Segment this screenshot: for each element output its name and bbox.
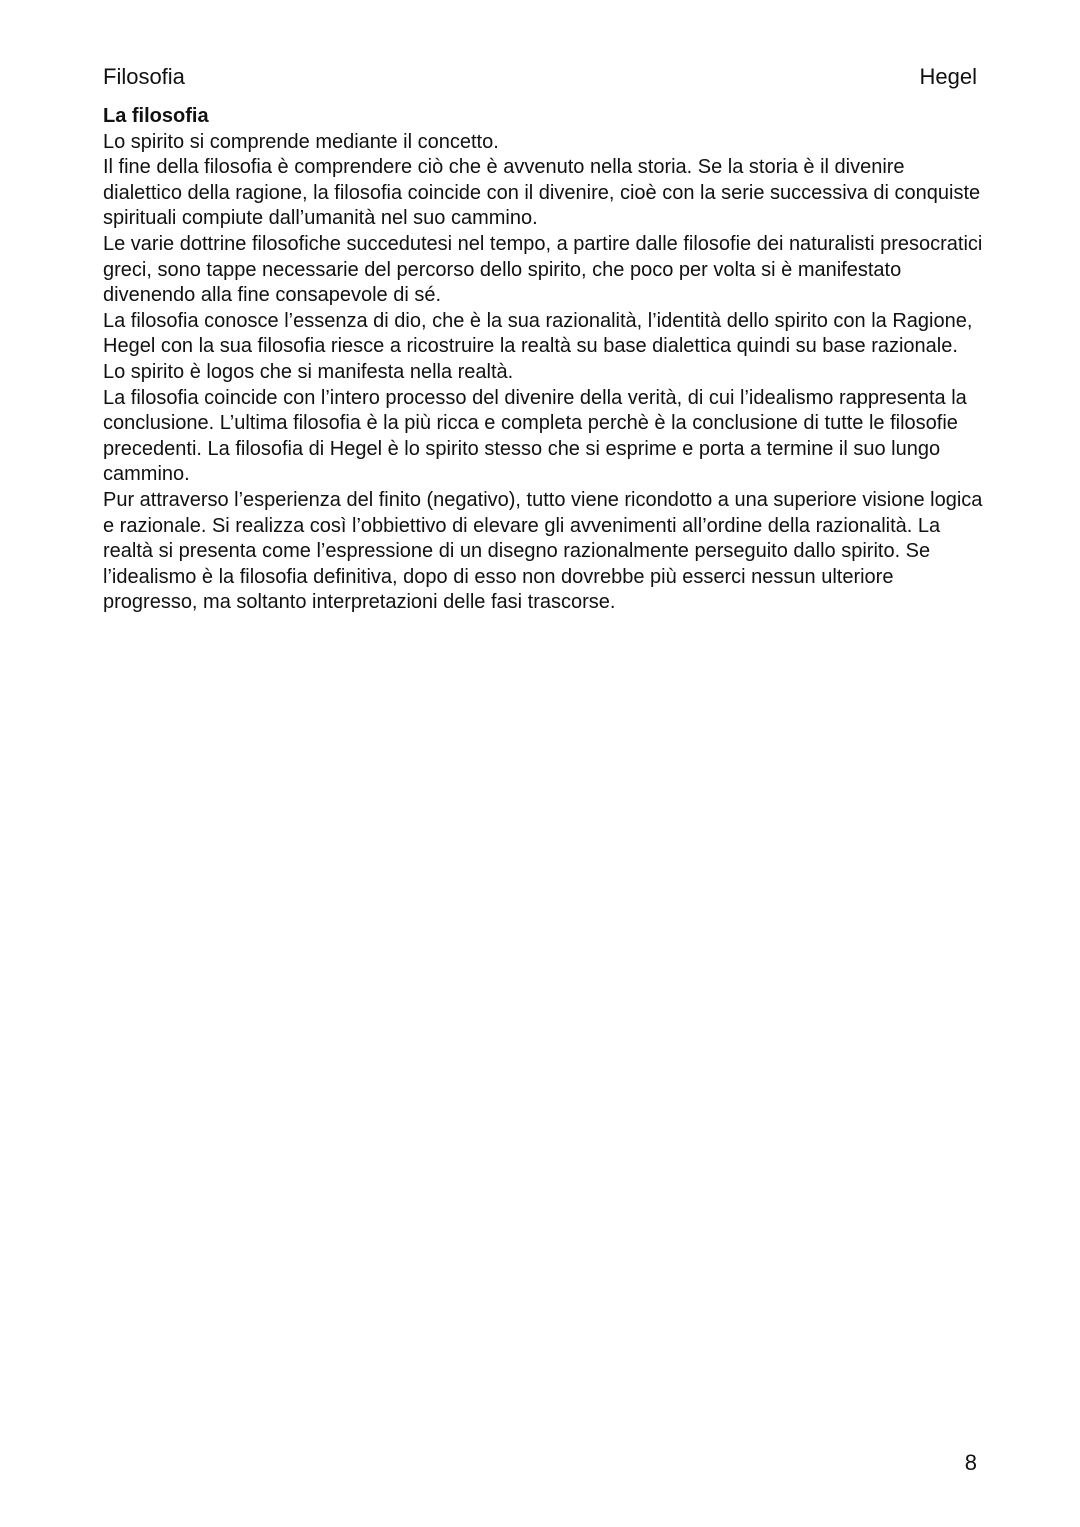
paragraph: Lo spirito si comprende mediante il concetto. bbox=[103, 130, 499, 153]
paragraph: Il fine della filosofia è comprendere ciò che è avvenuto nella storia. Se la storia è il divenire dialettico della ragione, la filosofia coincide con il divenire, cioè con la serie successiva di conquiste spirituali compiute dall’umanità nel suo cammino. bbox=[103, 156, 981, 230]
paragraph: Pur attraverso l’esperienza del finito (negativo), tutto viene ricondotto a una superiore visione logica e razionale. Si realizza così l’obbiettivo di elevare gli avvenimenti all’ordine della razionalità. La realtà si presenta come l’espressione di un disegno razionalmente perseguito dallo spirito. Se l’idealismo è la filosofia definitiva, dopo di esso non dovrebbe più esserci nessun ulteriore progresso, ma soltanto interpretazioni delle fasi trascorse. bbox=[103, 488, 983, 614]
section-title: La filosofia bbox=[103, 105, 209, 127]
page-number: 8 bbox=[964, 1450, 977, 1475]
document-body bbox=[103, 104, 983, 616]
paragraph: La filosofia conosce l’essenza di dio, che è la sua razionalità, l’identità dello spirito con la Ragione, Hegel con la sua filosofia riesce a ricostruire la realtà su base dialettica quindi su base razionale. Lo spirito è logos che si manifesta nella realtà. bbox=[103, 309, 973, 383]
header-topic: Hegel bbox=[919, 64, 977, 89]
paragraph: Le varie dottrine filosofiche succedutesi nel tempo, a partire dalle filosofie dei naturalisti presocratici greci, sono tappe necessarie del percorso dello spirito, che poco per volta si è manifestato divenendo alla fine consapevole di sé. bbox=[103, 232, 983, 307]
header-subject: Filosofia bbox=[103, 64, 185, 89]
paragraph: La filosofia coincide con l’intero processo del divenire della verità, di cui l’idealismo rappresenta la conclusione. L’ultima filosofia è la più ricca e completa perchè è la conclusione di tutte le filosofie precedenti. La filosofia di Hegel è lo spirito stesso che si esprime e porta a termine il suo lungo cammino. bbox=[103, 386, 967, 486]
